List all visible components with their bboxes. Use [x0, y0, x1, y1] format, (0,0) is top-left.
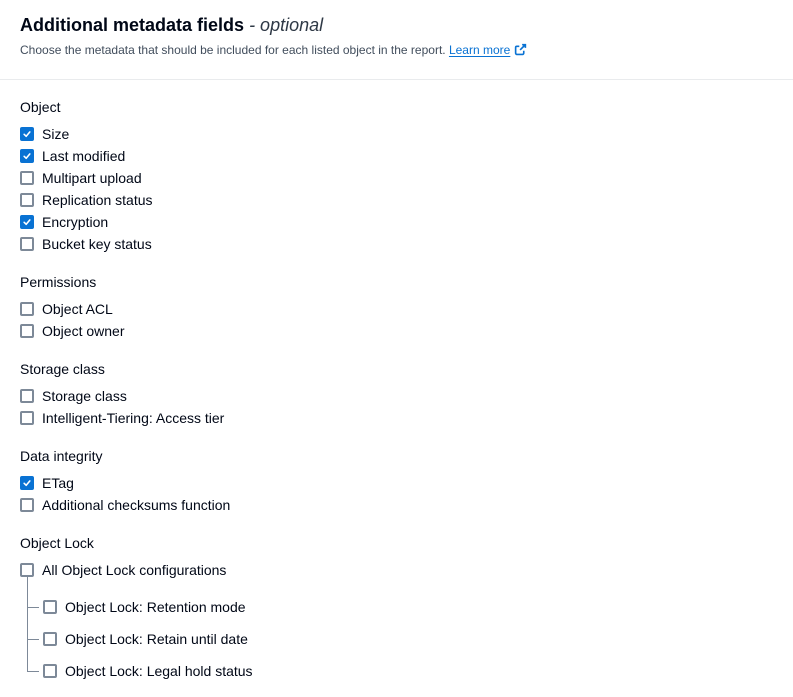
checkbox-label: Object Lock: Retention mode — [65, 599, 246, 615]
checkbox[interactable] — [43, 600, 57, 614]
checkbox-label: Storage class — [42, 388, 127, 404]
checkbox-row[interactable] — [20, 494, 773, 516]
checkbox[interactable] — [20, 193, 34, 207]
checkbox-row[interactable] — [20, 189, 773, 211]
checkbox[interactable] — [20, 215, 34, 229]
learn-more-link[interactable]: Learn more — [449, 43, 527, 57]
group-rows — [20, 385, 773, 429]
checkbox-row[interactable] — [20, 655, 773, 687]
metadata-groups — [0, 99, 793, 687]
group-label: Object — [20, 99, 61, 115]
object-lock-children — [20, 591, 773, 687]
checkbox-group — [20, 99, 773, 255]
checkbox[interactable] — [20, 149, 34, 163]
checkbox-label: All Object Lock configurations — [42, 562, 227, 578]
checkbox-label: Object ACL — [42, 301, 113, 317]
header-divider — [0, 79, 793, 80]
checkbox-label: Last modified — [42, 148, 126, 164]
checkbox-row[interactable] — [20, 298, 773, 320]
group-rows — [20, 298, 773, 342]
checkbox-row[interactable] — [20, 211, 773, 233]
checkbox-label: Intelligent-Tiering: Access tier — [42, 410, 225, 426]
checkmark-icon — [22, 128, 32, 140]
checkbox[interactable] — [20, 411, 34, 425]
checkbox-label: Multipart upload — [42, 170, 142, 186]
checkbox-label: Bucket key status — [42, 236, 152, 252]
checkbox-label: Object Lock: Legal hold status — [65, 663, 253, 679]
checkbox-row[interactable] — [20, 233, 773, 255]
checkbox[interactable] — [20, 324, 34, 338]
checkbox-row[interactable] — [20, 167, 773, 189]
checkbox-label: Object owner — [42, 323, 125, 339]
group-label: Permissions — [20, 274, 97, 290]
group-label: Object Lock — [20, 535, 94, 551]
group-rows — [20, 472, 773, 516]
group-rows — [20, 559, 773, 687]
checkbox-row[interactable] — [20, 385, 773, 407]
checkbox[interactable] — [20, 389, 34, 403]
checkbox-row[interactable] — [20, 320, 773, 342]
checkbox-row[interactable] — [20, 559, 773, 581]
checkbox-group — [20, 361, 773, 429]
checkbox[interactable] — [43, 632, 57, 646]
checkbox-row[interactable] — [20, 591, 773, 623]
description-text: Choose the metadata that should be included for each listed object in the report. — [20, 43, 446, 57]
external-link-icon — [514, 43, 527, 60]
checkbox-label: ETag — [42, 475, 74, 491]
checkbox-label: Encryption — [42, 214, 109, 230]
checkbox-group — [20, 535, 773, 687]
checkbox[interactable] — [43, 664, 57, 678]
checkbox-group — [20, 274, 773, 342]
checkbox-label: Replication status — [42, 192, 153, 208]
checkmark-icon — [22, 150, 32, 162]
checkbox-label: Additional checksums function — [42, 497, 231, 513]
checkbox[interactable] — [20, 237, 34, 251]
checkbox[interactable] — [20, 498, 34, 512]
page-title — [20, 14, 773, 36]
checkbox-row[interactable] — [20, 407, 773, 429]
checkbox-group — [20, 448, 773, 516]
checkbox[interactable] — [20, 127, 34, 141]
checkbox[interactable] — [20, 563, 34, 577]
checkbox-label: Size — [42, 126, 70, 142]
checkbox-row[interactable] — [20, 472, 773, 494]
panel-description — [20, 42, 773, 60]
group-rows — [20, 123, 773, 255]
page-title-text: Additional metadata fields — [20, 15, 245, 35]
checkbox-row[interactable] — [20, 145, 773, 167]
checkbox-row[interactable] — [20, 123, 773, 145]
checkbox[interactable] — [20, 476, 34, 490]
checkmark-icon — [22, 216, 32, 228]
group-label: Storage class — [20, 361, 105, 377]
panel-header — [0, 0, 793, 60]
checkbox[interactable] — [20, 302, 34, 316]
checkbox-label: Object Lock: Retain until date — [65, 631, 248, 647]
checkbox[interactable] — [20, 171, 34, 185]
optional-tag: - optional — [249, 15, 324, 35]
checkmark-icon — [22, 477, 32, 489]
group-label: Data integrity — [20, 448, 103, 464]
checkbox-row[interactable] — [20, 623, 773, 655]
